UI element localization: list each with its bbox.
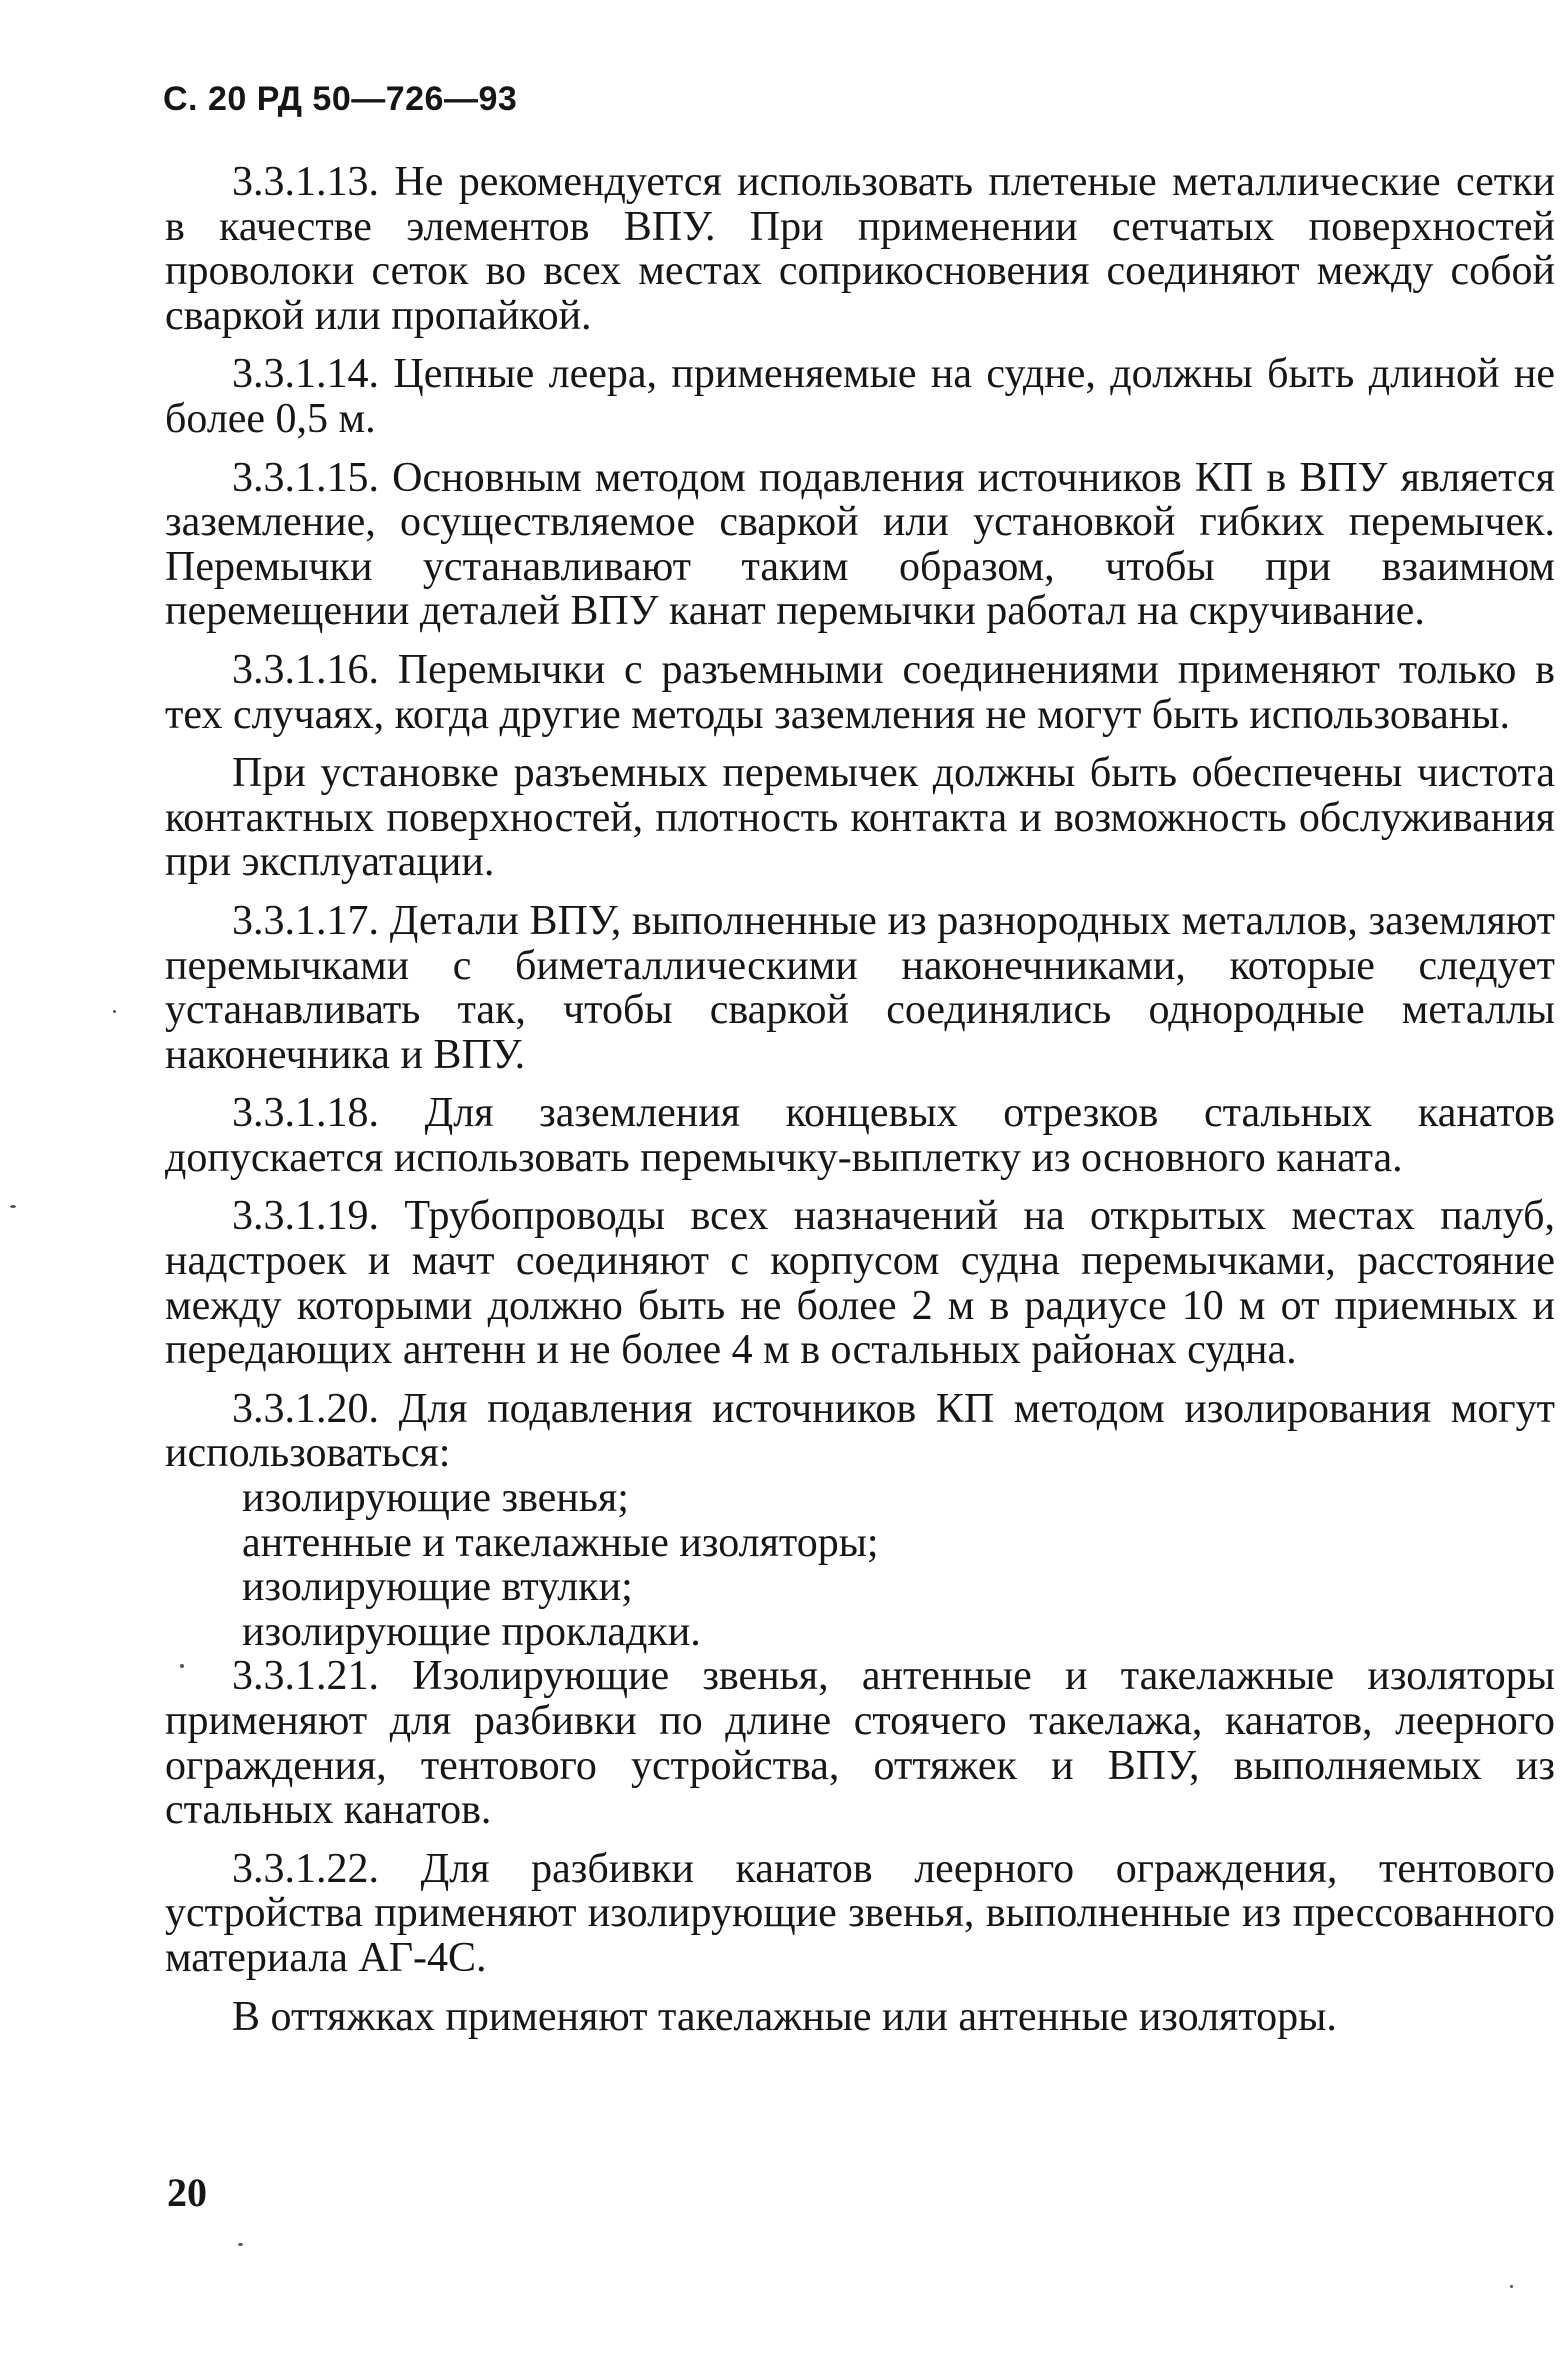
isolation-means-list [165,1476,1555,1654]
scan-speck [10,1205,16,1208]
body-text [165,160,1555,2039]
scan-speck [238,2243,243,2246]
paragraph-3-3-1-20: 3.3.1.20. Для подавления источников КП методом изолирования могут использоваться: [165,1385,1555,1477]
running-header: С. 20 РД 50—726—93 [163,80,518,118]
paragraph-3-3-1-22-continued: В оттяжках применяют такелажные или антенные изоляторы. [232,1993,1337,2040]
scan-speck [1510,2285,1513,2288]
page-number: 20 [167,2170,207,2215]
list-item: изолирующие прокладки. [242,1608,701,1655]
list-item: изолирующие звенья; [242,1475,629,1522]
list-item: изолирующие втулки; [242,1564,633,1611]
scan-speck [180,1664,184,1668]
paragraph-3-3-1-16: 3.3.1.16. Перемычки с разъемными соединениями применяют только в тех случаях, когда другие методы заземления не могут быть использованы. [165,646,1555,738]
paragraph-3-3-1-15: 3.3.1.15. Основным методом подавления источников КП в ВПУ является заземление, осуществляемое сваркой или установкой гибких перемычек. Перемычки устанавливают таким образом, чтобы при взаимном перемещении деталей ВПУ канат перемычки работал на скручивание. [165,454,1555,635]
paragraph-3-3-1-14: 3.3.1.14. Цепные леера, применяемые на судне, должны быть длиной не более 0,5 м. [165,351,1555,442]
paragraph-3-3-1-19: 3.3.1.19. Трубопроводы всех назначений на открытых местах палуб, надстроек и мачт соединяют с корпусом судна перемычками, расстояние между которыми должно быть не более 2 м в радиусе 10 м от приемных и передающих антенн и не более 4 м в остальных районах судна. [165,1193,1555,1374]
paragraph-3-3-1-17: 3.3.1.17. Детали ВПУ, выполненные из разнородных металлов, заземляют перемычками с биметаллическими наконечниками, которые следует устанавливать так, чтобы сваркой соединялись однородные металлы наконечника и ВПУ. [165,897,1555,1078]
list-item: антенные и такелажные изоляторы; [242,1519,879,1566]
paragraph-3-3-1-22: 3.3.1.22. Для разбивки канатов леерного ограждения, тентового устройства применяют изолирующие звенья, выполненные из прессованного материала АГ-4С. [165,1845,1555,1981]
scan-speck [113,1010,116,1013]
paragraph-3-3-1-21: 3.3.1.21. Изолирующие звенья, антенные и такелажные изоляторы применяют для разбивки по длине стоячего такелажа, канатов, леерного ограждения, тентового устройства, оттяжек и ВПУ, выполняемых из стальных канатов. [165,1653,1555,1834]
paragraph-3-3-1-18: 3.3.1.18. Для заземления концевых отрезков стальных канатов допускается использовать перемычку-выплетку из основного каната. [165,1090,1555,1181]
paragraph-3-3-1-16-continued: При установке разъемных перемычек должны быть обеспечены чистота контактных поверхностей, плотность контакта и возможность обслуживания при эксплуатации. [165,750,1555,886]
paragraph-3-3-1-13: 3.3.1.13. Не рекомендуется использовать плетеные металлические сетки в качестве элементов ВПУ. При применении сетчатых поверхностей проволоки сеток во всех местах соприкосновения соединяют между собой сваркой или пропайкой. [165,159,1555,339]
